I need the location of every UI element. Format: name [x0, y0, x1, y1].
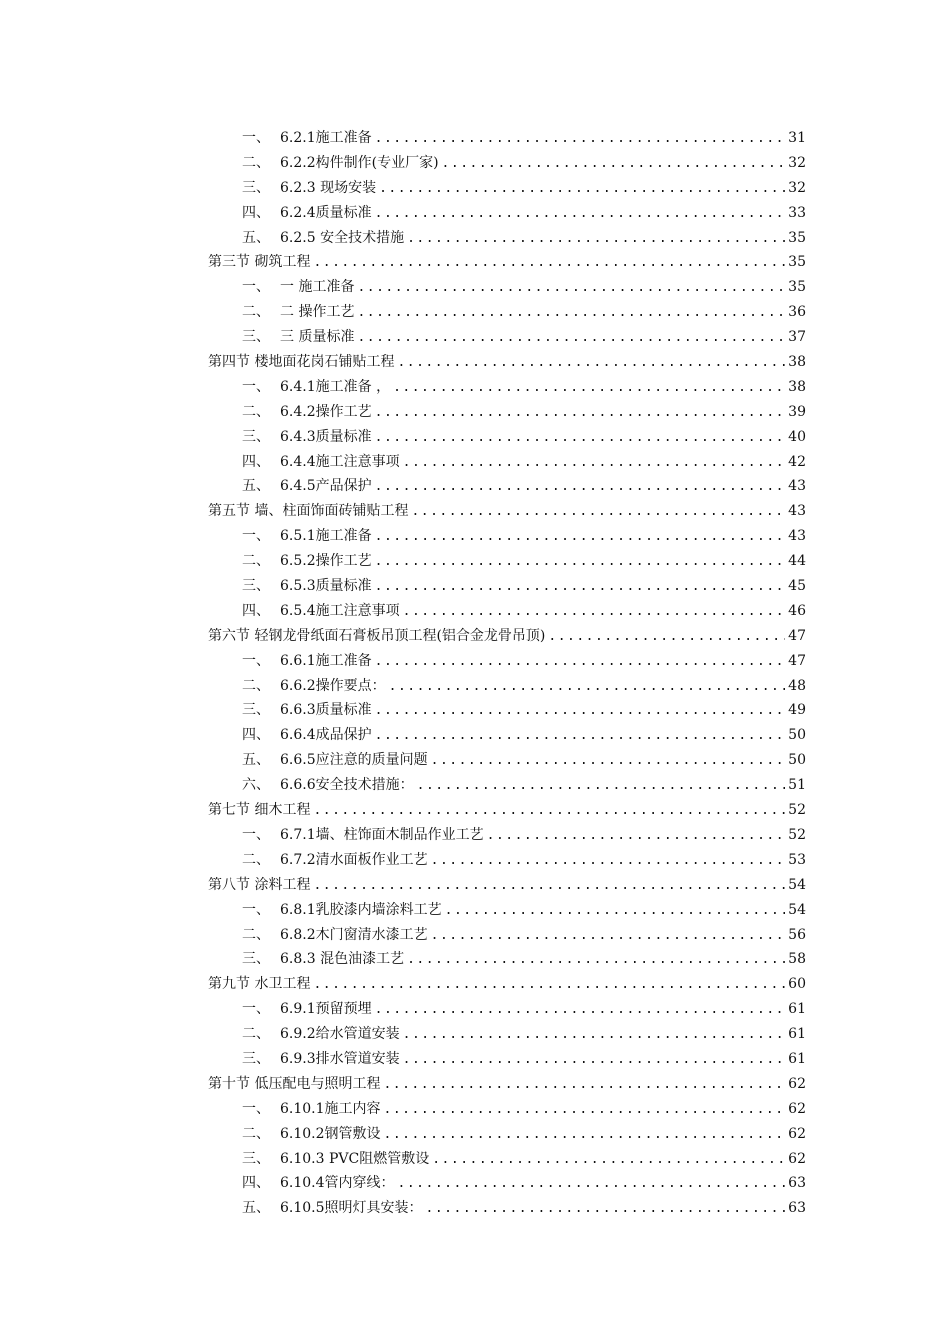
toc-entry-title: 6.4.3质量标准: [280, 428, 372, 445]
toc-entry-title: 6.9.1预留预埋: [280, 1001, 372, 1018]
toc-dot-leader: [431, 849, 786, 874]
toc-dot-leader: [375, 426, 786, 451]
toc-entry-title: 6.10.4管内穿线：: [280, 1175, 395, 1192]
toc-entry-number: 二、: [242, 154, 270, 171]
toc-subsection-entry[interactable]: [208, 524, 806, 549]
toc-entry-title: 6.5.1施工准备: [280, 528, 372, 545]
toc-page-number: 35: [788, 279, 806, 296]
toc-entry-title: 6.10.1施工内容: [280, 1100, 381, 1117]
toc-entry-number: 一、: [242, 528, 270, 545]
toc-entry-title: 6.6.2操作要点：: [280, 677, 386, 694]
toc-page-number: 35: [788, 254, 806, 271]
toc-dot-leader: [375, 650, 786, 675]
toc-page-number: 36: [788, 304, 806, 321]
toc-entry-number: 一、: [242, 652, 270, 669]
toc-page-number: 63: [788, 1175, 806, 1192]
toc-entry-title: 6.8.1乳胶漆内墙涂料工艺: [280, 901, 442, 918]
toc-entry-title: 6.4.2操作工艺: [280, 403, 372, 420]
toc-dot-leader: [398, 1172, 786, 1197]
toc-entry-number: 一、: [242, 279, 270, 296]
toc-dot-leader: [375, 475, 786, 500]
toc-entry-title: 6.5.4施工注意事项: [280, 602, 400, 619]
toc-page-number: 43: [788, 478, 806, 495]
toc-page-number: 31: [788, 130, 806, 146]
toc-dot-leader: [403, 600, 786, 625]
toc-entry-title: 第七节 细木工程: [208, 802, 311, 819]
toc-page-number: 53: [788, 851, 806, 868]
toc-dot-leader: [313, 251, 785, 276]
toc-entry-number: 三、: [242, 329, 270, 346]
toc-dot-leader: [403, 1023, 786, 1048]
toc-subsection-entry[interactable]: [208, 400, 806, 425]
toc-entry-title: 6.7.1墙、柱饰面木制品作业工艺: [280, 826, 484, 843]
toc-subsection-entry[interactable]: [208, 599, 806, 624]
toc-page-number: 38: [788, 378, 806, 395]
toc-subsection-entry[interactable]: [208, 649, 806, 674]
toc-subsection-entry[interactable]: [208, 698, 806, 723]
toc-entry-title: 二 操作工艺: [280, 304, 355, 321]
toc-subsection-entry[interactable]: [208, 923, 806, 948]
toc-page-number: 50: [788, 727, 806, 744]
toc-subsection-entry[interactable]: [208, 325, 806, 350]
toc-subsection-entry[interactable]: [208, 674, 806, 699]
toc-entry-title: 三 质量标准: [280, 329, 355, 346]
toc-dot-leader: [442, 152, 786, 177]
toc-page-number: 43: [788, 528, 806, 545]
toc-dot-leader: [375, 550, 786, 575]
toc-page-number: 33: [788, 204, 806, 221]
toc-entry-title: 6.8.2木门窗清水漆工艺: [280, 926, 428, 943]
toc-page-number: 46: [788, 602, 806, 619]
toc-page-number: 49: [788, 702, 806, 719]
toc-page-number: 52: [788, 802, 806, 819]
toc-dot-leader: [383, 1073, 785, 1098]
toc-entry-title: 一 施工准备: [280, 279, 355, 296]
toc-dot-leader: [384, 1123, 786, 1148]
toc-subsection-entry[interactable]: [208, 126, 806, 151]
toc-entry-title: 第十节 低压配电与照明工程: [208, 1075, 381, 1092]
toc-dot-leader: [375, 202, 786, 227]
toc-subsection-entry[interactable]: [208, 375, 806, 400]
toc-entry-title: 第三节 砌筑工程: [208, 254, 311, 271]
toc-entry-number: 四、: [242, 453, 270, 470]
toc-dot-leader: [384, 1098, 786, 1123]
toc-entry-title: 6.4.4施工注意事项: [280, 453, 400, 470]
toc-page-number: 61: [788, 1026, 806, 1043]
toc-page-number: 56: [788, 926, 806, 943]
toc-subsection-entry[interactable]: [208, 1147, 806, 1172]
toc-entry-number: 五、: [242, 752, 270, 769]
toc-entry-title: 第九节 水卫工程: [208, 976, 311, 993]
toc-page-number: 43: [788, 503, 806, 520]
toc-subsection-entry[interactable]: [208, 1171, 806, 1196]
toc-dot-leader: [375, 127, 786, 152]
toc-section-entry[interactable]: [208, 873, 806, 898]
toc-entry-number: 一、: [242, 1100, 270, 1117]
toc-subsection-entry[interactable]: [208, 848, 806, 873]
toc-dot-leader: [389, 675, 786, 700]
toc-entry-number: 四、: [242, 204, 270, 221]
toc-subsection-entry[interactable]: [208, 823, 806, 848]
toc-dot-leader: [375, 525, 786, 550]
toc-subsection-entry[interactable]: [208, 1196, 806, 1221]
toc-entry-number: 三、: [242, 1050, 270, 1067]
toc-entry-number: 三、: [242, 578, 270, 595]
toc-entry-title: 6.6.1施工准备: [280, 652, 372, 669]
toc-entry-title: 6.6.3质量标准: [280, 702, 372, 719]
toc-page-number: 38: [788, 354, 806, 371]
toc-entry-number: 一、: [242, 1001, 270, 1018]
toc-subsection-entry[interactable]: [208, 201, 806, 226]
toc-entry-title: 6.9.2给水管道安装: [280, 1026, 400, 1043]
toc-entry-title: 6.10.2钢管敷设: [280, 1125, 381, 1142]
toc-page-number: 54: [788, 901, 806, 918]
toc-dot-leader: [357, 301, 785, 326]
toc-entry-title: 6.5.2操作工艺: [280, 553, 372, 570]
toc-entry-title: 第四节 楼地面花岗石铺贴工程: [208, 354, 395, 371]
toc-page-number: 61: [788, 1050, 806, 1067]
toc-page-number: 48: [788, 677, 806, 694]
toc-entry-title: 6.6.5应注意的质量问题: [280, 752, 428, 769]
toc-subsection-entry[interactable]: [208, 151, 806, 176]
toc-entry-number: 四、: [242, 727, 270, 744]
toc-entry-number: 一、: [242, 826, 270, 843]
toc-entry-title: 6.9.3排水管道安装: [280, 1050, 400, 1067]
toc-entry-number: 二、: [242, 304, 270, 321]
toc-entry-number: 五、: [242, 1200, 270, 1217]
toc-entry-number: 六、: [242, 777, 270, 794]
toc-subsection-entry[interactable]: [208, 176, 806, 201]
toc-dot-leader: [403, 1048, 786, 1073]
toc-entry-title: 6.7.2清水面板作业工艺: [280, 851, 428, 868]
toc-dot-leader: [313, 874, 785, 899]
toc-page-number: 60: [788, 976, 806, 993]
toc-dot-leader: [417, 774, 786, 799]
toc-subsection-entry[interactable]: [208, 1047, 806, 1072]
toc-page-number: 35: [788, 229, 806, 246]
toc-dot-leader: [426, 1197, 786, 1222]
toc-page-number: 32: [788, 179, 806, 196]
toc-subsection-entry[interactable]: [208, 450, 806, 475]
toc-entry-title: 6.2.3 现场安装: [280, 179, 377, 196]
toc-subsection-entry[interactable]: [208, 1122, 806, 1147]
toc-page-number: 44: [788, 553, 806, 570]
toc-dot-leader: [431, 749, 786, 774]
toc-entry-number: 二、: [242, 677, 270, 694]
toc-page-number: 58: [788, 951, 806, 968]
toc-dot-leader: [375, 699, 786, 724]
toc-entry-number: 一、: [242, 901, 270, 918]
toc-entry-title: 6.2.4质量标准: [280, 204, 372, 221]
toc-page-number: 32: [788, 154, 806, 171]
toc-subsection-entry[interactable]: [208, 275, 806, 300]
toc-entry-number: 三、: [242, 428, 270, 445]
toc-page-number: 47: [788, 627, 806, 644]
toc-subsection-entry[interactable]: [208, 226, 806, 251]
toc-page-number: 51: [788, 777, 806, 794]
toc-entry-number: 四、: [242, 602, 270, 619]
toc-subsection-entry[interactable]: [208, 898, 806, 923]
toc-entry-title: 6.10.3 PVC阻燃管敷设: [280, 1150, 430, 1167]
toc-subsection-entry[interactable]: [208, 1022, 806, 1047]
toc-dot-leader: [379, 177, 785, 202]
toc-dot-leader: [357, 276, 785, 301]
toc-page-number: 62: [788, 1100, 806, 1117]
toc-dot-leader: [407, 227, 785, 252]
toc-page-number: 39: [788, 403, 806, 420]
toc-entry-number: 四、: [242, 1175, 270, 1192]
toc-page-number: 63: [788, 1200, 806, 1217]
toc-subsection-entry[interactable]: [208, 300, 806, 325]
toc-dot-leader: [375, 998, 786, 1023]
toc-section-entry[interactable]: [208, 798, 806, 823]
toc-subsection-entry[interactable]: [208, 1097, 806, 1122]
toc-subsection-entry[interactable]: [208, 997, 806, 1022]
toc-section-entry[interactable]: [208, 499, 806, 524]
toc-page-number: 40: [788, 428, 806, 445]
toc-page-number: 61: [788, 1001, 806, 1018]
toc-entry-number: 二、: [242, 1125, 270, 1142]
toc-entry-title: 第六节 轻钢龙骨纸面石膏板吊顶工程(铝合金龙骨吊顶): [208, 627, 546, 644]
toc-entry-title: 6.10.5照明灯具安装：: [280, 1200, 423, 1217]
toc-dot-leader: [375, 575, 786, 600]
toc-page-number: 52: [788, 826, 806, 843]
toc-subsection-entry[interactable]: [208, 425, 806, 450]
toc-dot-leader: [313, 973, 785, 998]
toc-section-entry[interactable]: [208, 1072, 806, 1097]
toc-dot-leader: [393, 376, 785, 401]
toc-page-number: 62: [788, 1150, 806, 1167]
toc-section-entry[interactable]: [208, 250, 806, 275]
toc-subsection-entry[interactable]: [208, 773, 806, 798]
toc-entry-number: 一、: [242, 378, 270, 395]
toc-page-number: 50: [788, 752, 806, 769]
toc-dot-leader: [357, 326, 785, 351]
toc-entry-number: 二、: [242, 403, 270, 420]
toc-page-number: 37: [788, 329, 806, 346]
toc-entry-number: 二、: [242, 1026, 270, 1043]
toc-dot-leader: [375, 724, 786, 749]
toc-entry-title: 6.4.5产品保护: [280, 478, 372, 495]
toc-entry-number: 一、: [242, 130, 270, 146]
toc-dot-leader: [487, 824, 786, 849]
toc-entry-title: 6.8.3 混色油漆工艺: [280, 951, 405, 968]
toc-entry-number: 三、: [242, 951, 270, 968]
toc-entry-number: 二、: [242, 553, 270, 570]
toc-entry-title: 第五节 墙、柱面饰面砖铺贴工程: [208, 503, 409, 520]
table-of-contents: [208, 126, 806, 1221]
toc-entry-number: 三、: [242, 179, 270, 196]
toc-entry-title: 6.6.6安全技术措施：: [280, 777, 414, 794]
toc-entry-number: 二、: [242, 926, 270, 943]
toc-dot-leader: [313, 799, 785, 824]
toc-page-number: 47: [788, 652, 806, 669]
toc-dot-leader: [411, 500, 785, 525]
toc-section-entry[interactable]: [208, 624, 806, 649]
toc-entry-title: 6.2.1施工准备: [280, 130, 372, 146]
toc-entry-title: 6.4.1施工准备 ，: [280, 378, 391, 395]
toc-page-number: 42: [788, 453, 806, 470]
toc-dot-leader: [375, 401, 786, 426]
toc-subsection-entry[interactable]: [208, 474, 806, 499]
toc-subsection-entry[interactable]: [208, 748, 806, 773]
toc-dot-leader: [432, 1148, 785, 1173]
toc-section-entry[interactable]: [208, 350, 806, 375]
toc-entry-title: 6.6.4成品保护: [280, 727, 372, 744]
toc-dot-leader: [431, 924, 786, 949]
toc-subsection-entry[interactable]: [208, 549, 806, 574]
toc-entry-title: 6.5.3质量标准: [280, 578, 372, 595]
toc-subsection-entry[interactable]: [208, 947, 806, 972]
toc-entry-number: 二、: [242, 851, 270, 868]
toc-subsection-entry[interactable]: [208, 574, 806, 599]
toc-entry-title: 6.2.5 安全技术措施: [280, 229, 405, 246]
toc-page-number: 62: [788, 1075, 806, 1092]
toc-dot-leader: [548, 625, 785, 650]
toc-page-number: 45: [788, 578, 806, 595]
toc-dot-leader: [407, 948, 785, 973]
toc-dot-leader: [403, 451, 786, 476]
toc-entry-number: 五、: [242, 478, 270, 495]
toc-entry-title: 第八节 涂料工程: [208, 876, 311, 893]
toc-subsection-entry[interactable]: [208, 723, 806, 748]
toc-section-entry[interactable]: [208, 972, 806, 997]
toc-entry-number: 五、: [242, 229, 270, 246]
toc-entry-title: 6.2.2构件制作(专业厂家): [280, 154, 439, 171]
toc-dot-leader: [445, 899, 786, 924]
toc-page-number: 54: [788, 876, 806, 893]
toc-page-number: 62: [788, 1125, 806, 1142]
toc-entry-number: 三、: [242, 1150, 270, 1167]
toc-dot-leader: [397, 351, 785, 376]
toc-entry-number: 三、: [242, 702, 270, 719]
